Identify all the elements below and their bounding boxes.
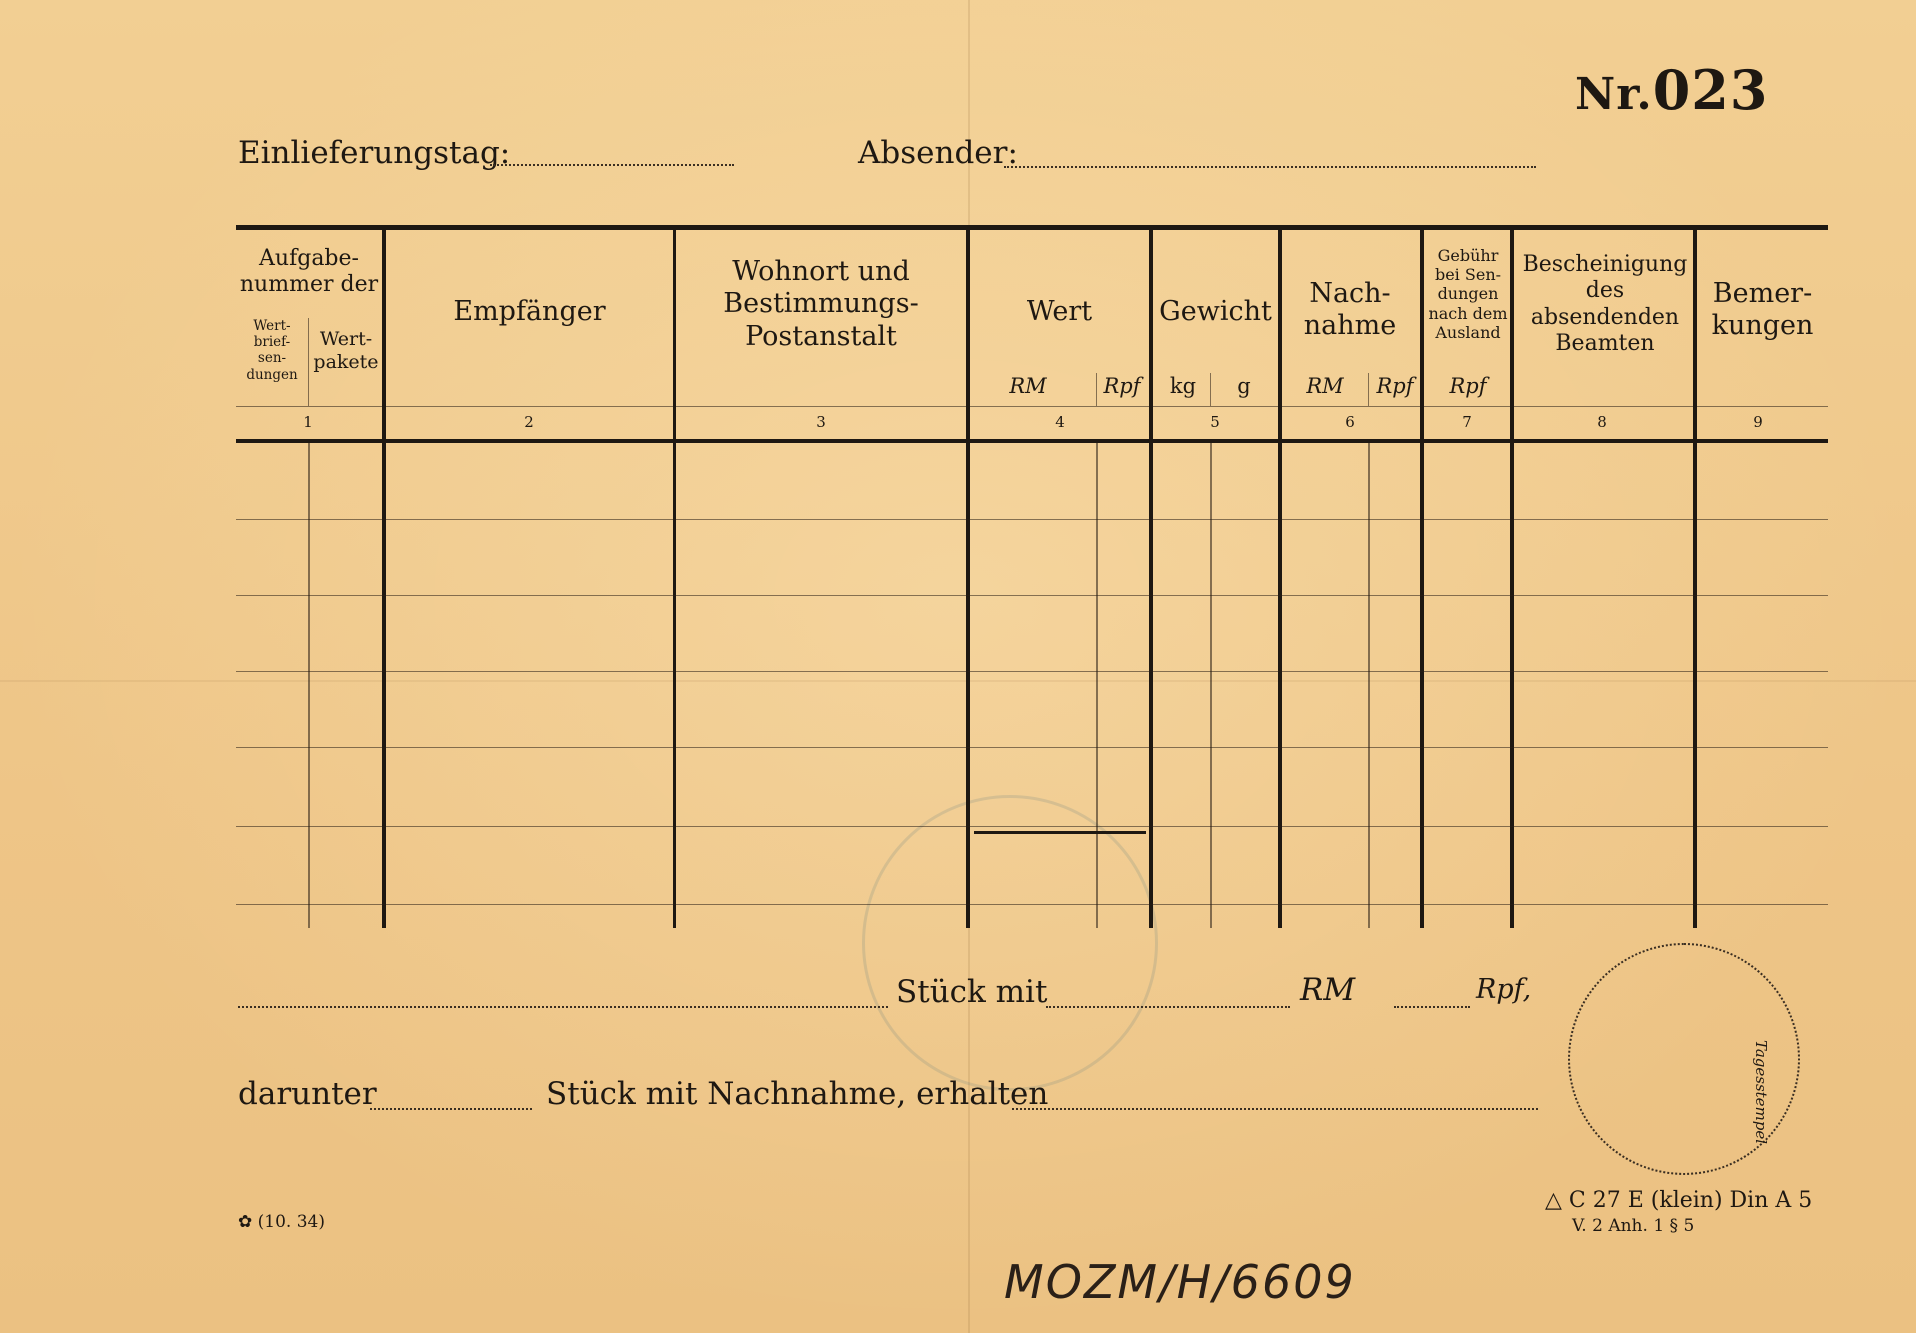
sender-field[interactable] — [1004, 166, 1536, 168]
col-number: 5 — [1210, 413, 1220, 431]
subcol-4-body — [1096, 443, 1098, 928]
header-bottom-rule — [236, 439, 1828, 443]
col-divider-3 — [966, 230, 970, 928]
col1b-header: Wert- pakete — [313, 328, 379, 373]
form-number-value: 023 — [1652, 58, 1769, 122]
col4-unit-rm: RM — [1009, 374, 1047, 398]
col-divider-4 — [1149, 230, 1153, 928]
subcol-1-header — [308, 318, 309, 406]
among-label: darunter — [238, 1076, 377, 1112]
table-top-rule — [236, 225, 1828, 230]
subcol-1-body — [308, 443, 310, 928]
value-total-rule — [974, 831, 1146, 834]
form-number — [1575, 58, 1768, 122]
col7-unit-rpf: Rpf — [1449, 374, 1487, 398]
col3-header: Wohnort und Bestimmungs- Postanstalt — [723, 256, 919, 352]
col8-header: Bescheinigung des absendenden Beamten — [1522, 252, 1688, 357]
col-number: 1 — [303, 413, 313, 431]
form-number-label: Nr. — [1575, 69, 1653, 120]
col-divider-6 — [1420, 230, 1424, 928]
col5-unit-g: g — [1237, 374, 1251, 398]
unit-row-rule — [236, 406, 1828, 407]
col-number: 3 — [816, 413, 826, 431]
archive-inventory-mark: MOZM/H/6609 — [1004, 1255, 1356, 1309]
printer-mark-icon: ✿ — [238, 1212, 258, 1232]
col4-unit-rpf: Rpf — [1103, 374, 1141, 398]
subcol-5-header — [1210, 373, 1211, 406]
faded-postmark — [862, 795, 1158, 1091]
amount-rpf-field[interactable] — [1394, 1006, 1470, 1008]
pieces-with-label: Stück mit — [896, 974, 1048, 1010]
subcol-6-body — [1368, 443, 1370, 928]
col-divider-1 — [382, 230, 386, 928]
col5-unit-kg: kg — [1169, 374, 1197, 398]
subcol-4-header — [1096, 373, 1097, 406]
col-number: 8 — [1597, 413, 1607, 431]
sender-label: Absender: — [858, 135, 1018, 171]
col6-unit-rpf: Rpf — [1376, 374, 1414, 398]
table-row-line — [236, 671, 1828, 672]
form-regulation: V. 2 Anh. 1 § 5 — [1572, 1216, 1695, 1236]
cod-count-field[interactable] — [370, 1108, 532, 1110]
col5-header: Gewicht — [1159, 296, 1272, 327]
pieces-count-field[interactable] — [238, 1006, 888, 1008]
table-row-line — [236, 904, 1828, 905]
rm-label: RM — [1300, 972, 1356, 1008]
col-number: 9 — [1753, 413, 1763, 431]
cod-pieces-label: Stück mit Nachnahme, erhalten — [546, 1076, 1049, 1112]
col2-header: Empfänger — [453, 296, 606, 327]
form-edition-date: (10. 34) — [257, 1212, 325, 1232]
table-row-line — [236, 595, 1828, 596]
col-divider-2 — [673, 230, 676, 928]
col1-header: Aufgabe- nummer der — [239, 246, 379, 298]
col-number: 7 — [1462, 413, 1472, 431]
delivery-day-label: Einlieferungstag: — [238, 135, 511, 171]
table-row-line — [236, 747, 1828, 748]
form-edition — [238, 1212, 325, 1232]
col-number: 2 — [524, 413, 534, 431]
received-field[interactable] — [1012, 1108, 1538, 1110]
subcol-5-body — [1210, 443, 1212, 928]
fold-line-horizontal — [0, 680, 1916, 682]
col-divider-8 — [1693, 230, 1697, 928]
date-stamp-label: Tagesstempel — [1752, 1040, 1770, 1145]
subcol-6-header — [1368, 373, 1369, 406]
col9-header: Bemer- kungen — [1711, 278, 1814, 342]
col6-header: Nach- nahme — [1303, 278, 1397, 342]
col1a-header: Wert- brief- sen- dungen — [246, 318, 298, 383]
col-divider-7 — [1510, 230, 1514, 928]
rpf-label: Rpf, — [1476, 974, 1532, 1005]
col7-header: Gebühr bei Sen- dungen nach dem Ausland — [1428, 246, 1508, 342]
amount-rm-field[interactable] — [1046, 1006, 1290, 1008]
col-number: 4 — [1055, 413, 1065, 431]
col4-header: Wert — [1026, 296, 1093, 327]
delivery-day-field[interactable] — [490, 164, 734, 166]
col-number: 6 — [1345, 413, 1355, 431]
col6-unit-rm: RM — [1306, 374, 1344, 398]
table-row-line — [236, 519, 1828, 520]
form-code: △ C 27 E (klein) Din A 5 — [1545, 1188, 1813, 1213]
col-divider-5 — [1278, 230, 1282, 928]
table-row-line — [236, 826, 1828, 827]
